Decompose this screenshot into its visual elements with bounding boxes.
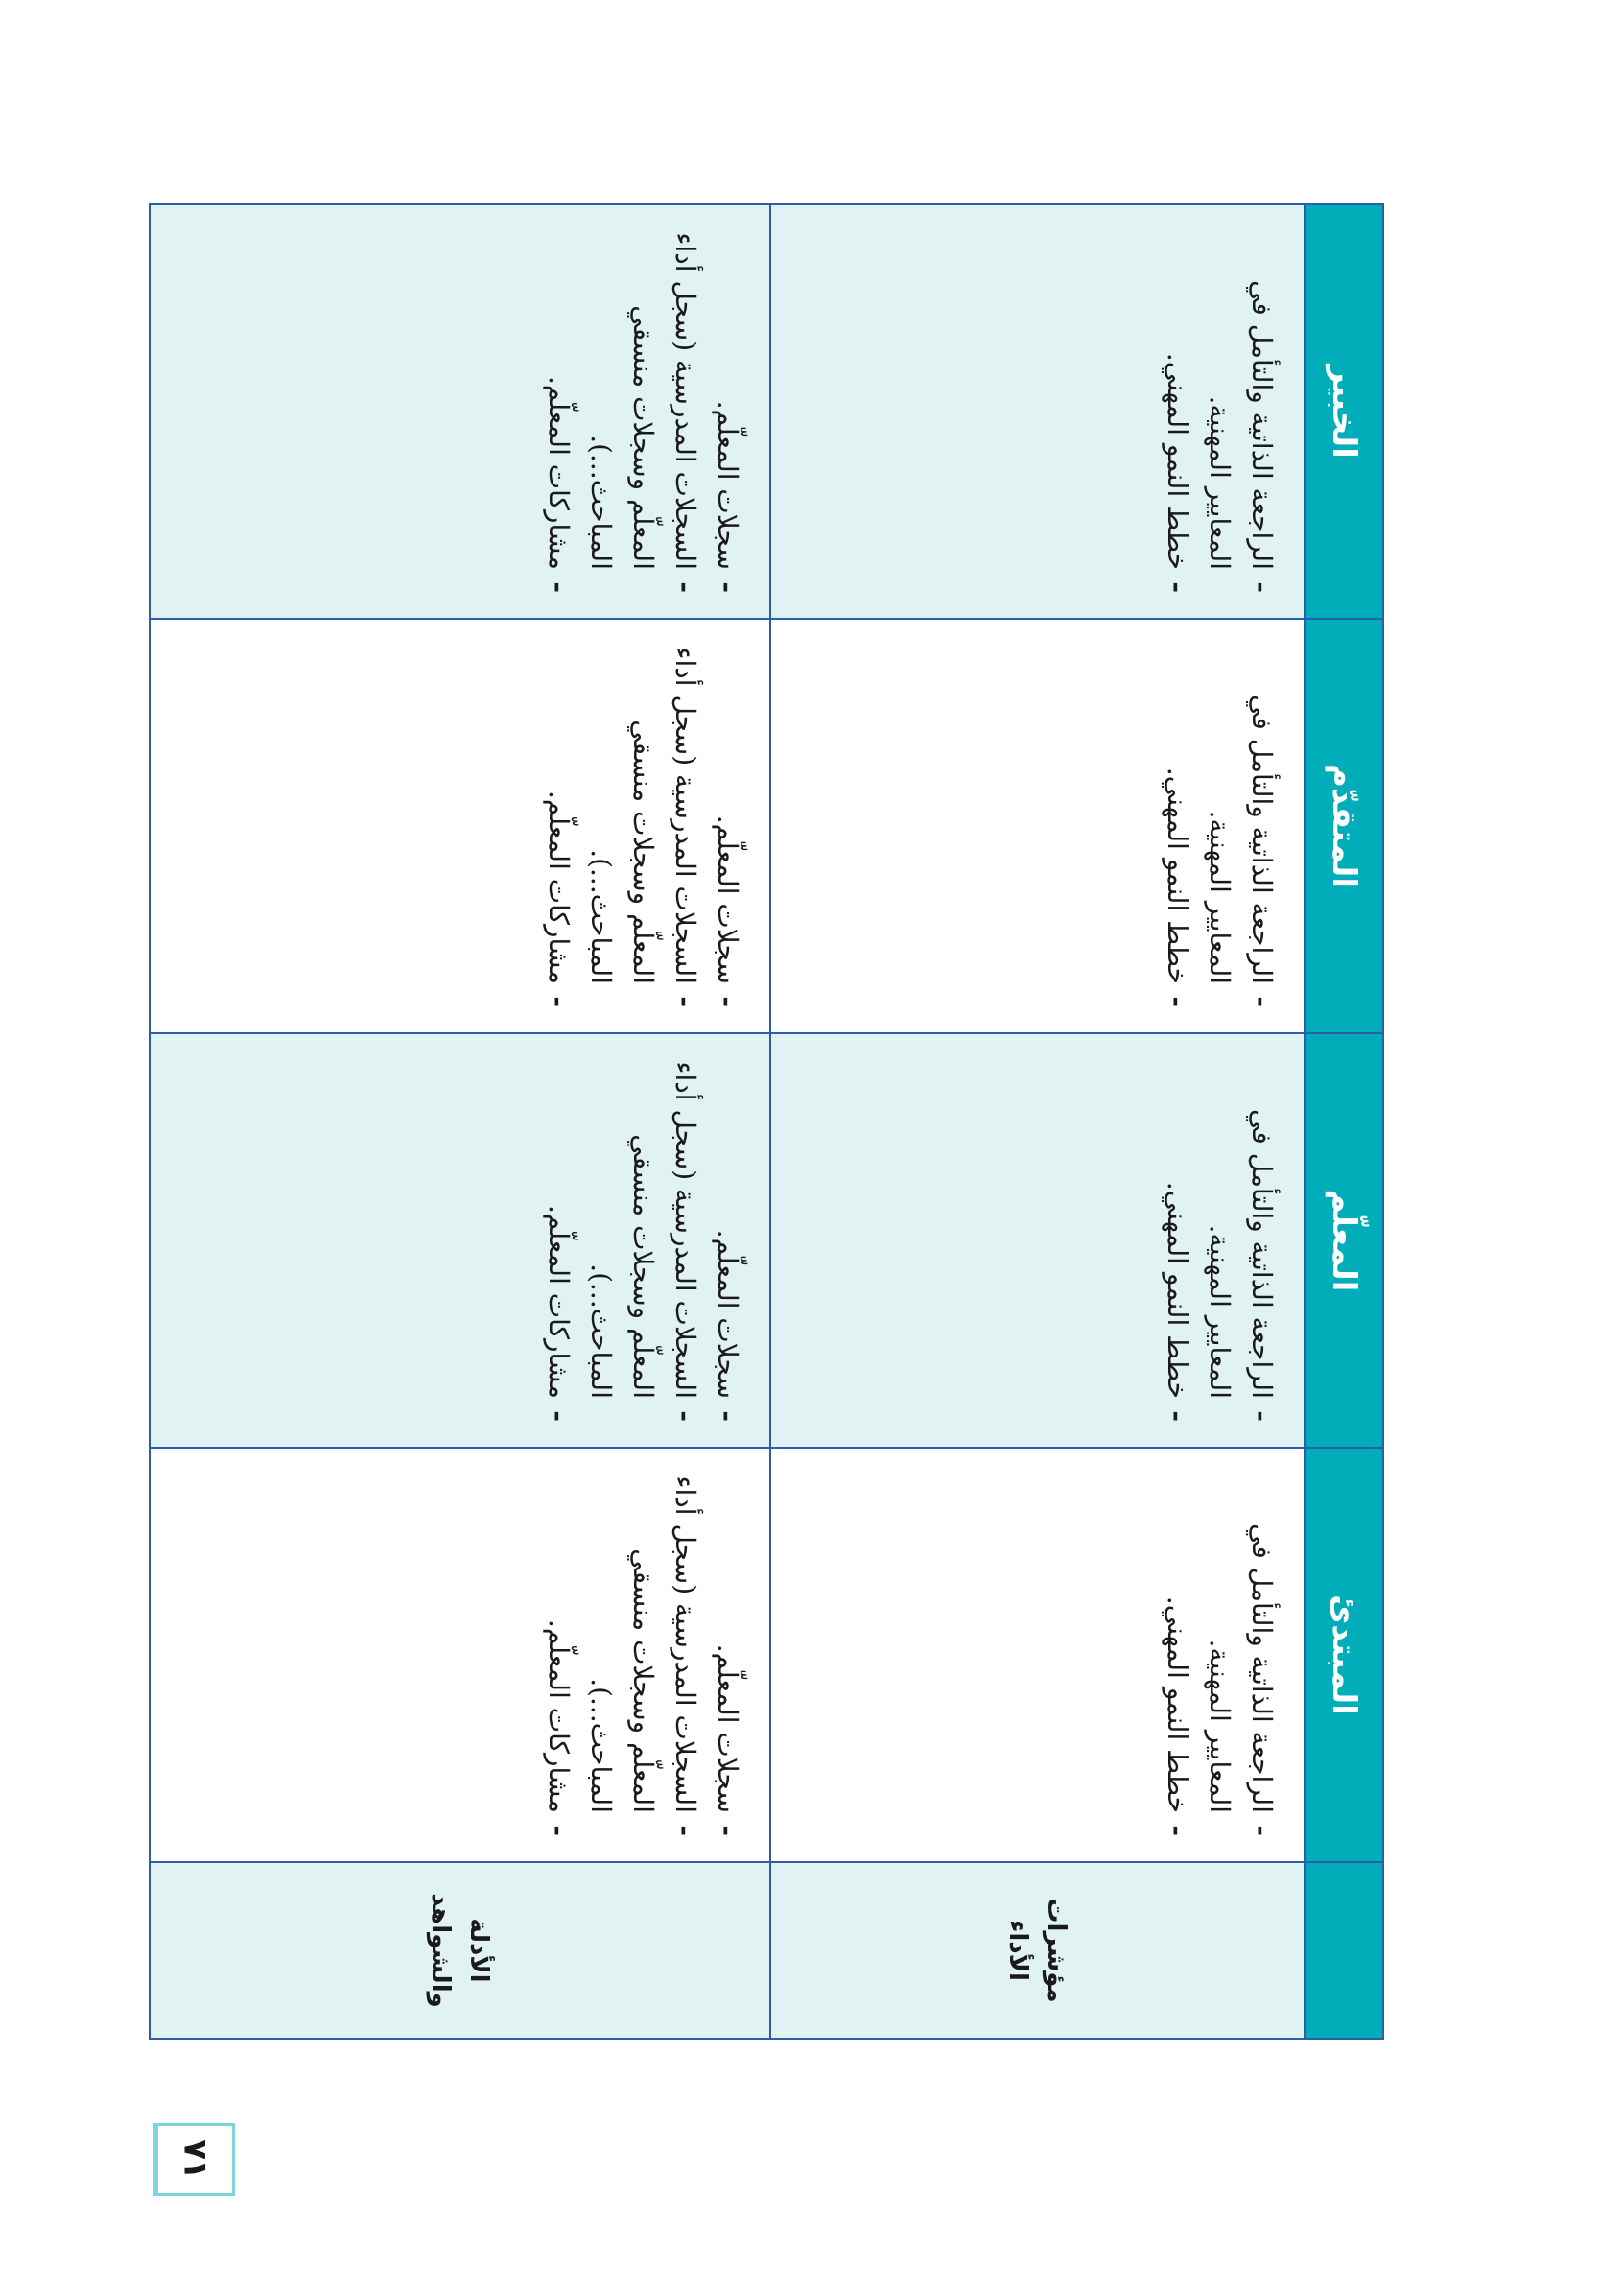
list-item: - سجلات المعلّم. bbox=[712, 1643, 743, 1836]
row-evidence bbox=[150, 204, 770, 2039]
header-advanced: المتقدّم bbox=[1305, 619, 1383, 1033]
list-item: - سجلات المعلّم. bbox=[712, 1229, 743, 1422]
list-item: - مشاركات المعلّم. bbox=[543, 791, 575, 1007]
list-item: - الراجعة الذاتية والتأمل في المعايير المهنية. bbox=[1204, 1523, 1278, 1836]
list-item: - الراجعة الذاتية والتأمل في المعايير المهنية. bbox=[1204, 695, 1278, 1007]
list-item: - خطط النمو المهني. bbox=[1162, 767, 1193, 1007]
page-number: ٧١ bbox=[176, 2139, 215, 2180]
list-item: - خطط النمو المهني. bbox=[1162, 352, 1193, 593]
cell-indicators-beginner bbox=[770, 1448, 1305, 1862]
cell-evidence-teacher bbox=[150, 1033, 770, 1448]
list-item: - السجلات المدرسية (سجل أداء المعلّم وسجلات منسقي المباحث...). bbox=[585, 647, 701, 1007]
list-item: - خطط النمو المهني. bbox=[1162, 1595, 1193, 1836]
list-item: - مشاركات المعلّم. bbox=[543, 376, 575, 593]
list-item: - السجلات المدرسية (سجل أداء المعلّم وسجلات منسقي المباحث...). bbox=[585, 232, 701, 593]
header-corner bbox=[1305, 1862, 1383, 2039]
performance-table bbox=[149, 203, 1384, 2040]
cell-evidence-expert bbox=[150, 204, 770, 619]
row-label-evidence: الأدلة والشواهد bbox=[150, 1862, 770, 2039]
row-label-indicators: مؤشرات الأداء bbox=[770, 1862, 1305, 2039]
list-item: - السجلات المدرسية (سجل أداء المعلّم وسجلات منسقي المباحث...). bbox=[585, 1475, 701, 1836]
header-beginner: المبتدئ bbox=[1305, 1448, 1383, 1862]
page-number-box bbox=[153, 2123, 235, 2196]
cell-evidence-advanced bbox=[150, 619, 770, 1033]
cell-indicators-advanced bbox=[770, 619, 1305, 1033]
cell-evidence-beginner bbox=[150, 1448, 770, 1862]
list-item: - الراجعة الذاتية والتأمل في المعايير المهنية. bbox=[1204, 1109, 1278, 1422]
header-teacher: المعلّم bbox=[1305, 1033, 1383, 1448]
header-expert: الخبير bbox=[1305, 204, 1383, 619]
list-item: - مشاركات المعلّم. bbox=[543, 1619, 575, 1836]
list-item: - سجلات المعلّم. bbox=[712, 814, 743, 1007]
list-item: - سجلات المعلّم. bbox=[712, 400, 743, 593]
cell-indicators-expert bbox=[770, 204, 1305, 619]
cell-indicators-teacher bbox=[770, 1033, 1305, 1448]
list-item: - خطط النمو المهني. bbox=[1162, 1181, 1193, 1422]
list-item: - مشاركات المعلّم. bbox=[543, 1205, 575, 1422]
list-item: - السجلات المدرسية (سجل أداء المعلّم وسجلات منسقي المباحث...). bbox=[585, 1061, 701, 1422]
list-item: - الراجعة الذاتية والتأمل في المعايير المهنية. bbox=[1204, 280, 1278, 593]
row-performance-indicators bbox=[770, 204, 1305, 2039]
performance-table-rotated bbox=[153, 203, 1384, 2038]
header-row bbox=[1305, 204, 1383, 2039]
